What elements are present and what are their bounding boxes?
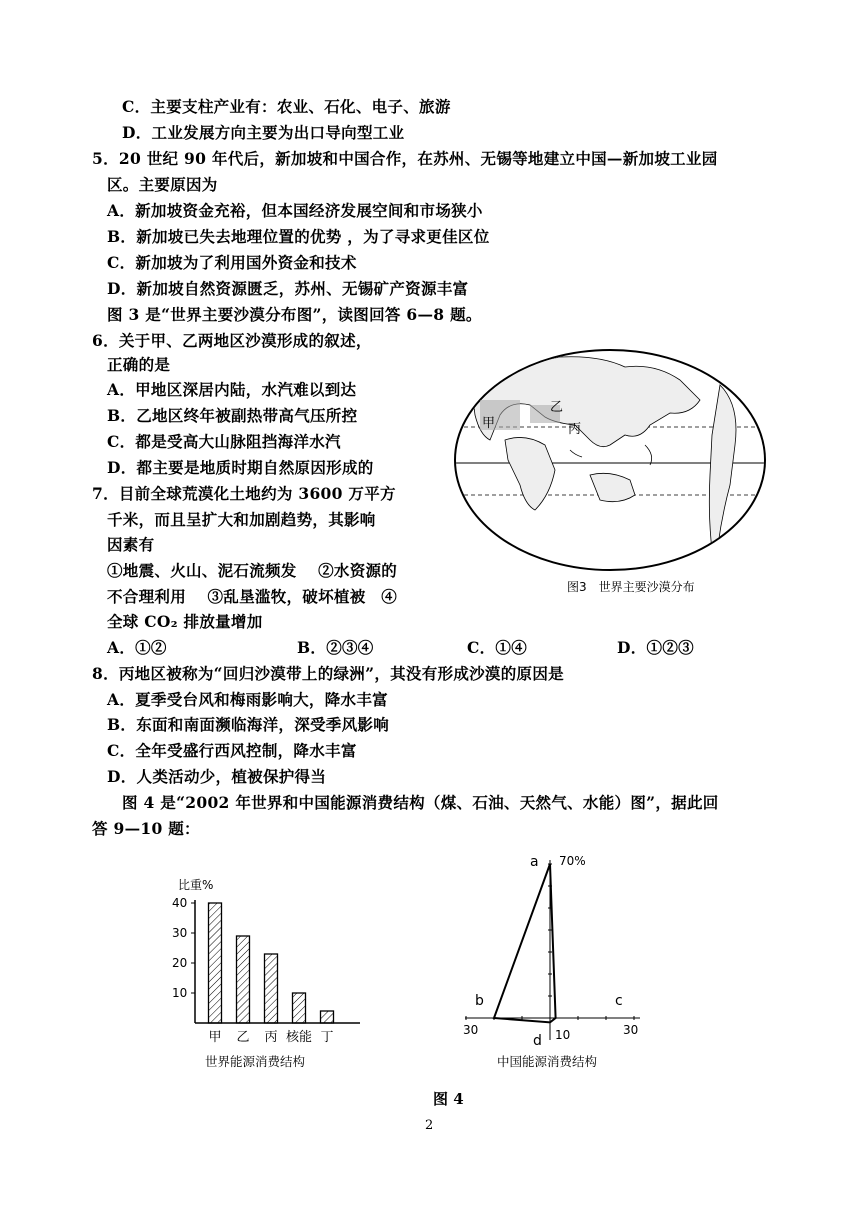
star-chart-title: 中国能源消费结构 xyxy=(497,1054,598,1069)
text-line-q4c: C．主要支柱产业有：农业、石化、电子、旅游 xyxy=(122,97,451,116)
world-energy-bar-chart xyxy=(160,875,370,1050)
star-label-d-tick: 10 xyxy=(555,1028,571,1042)
bar-xlabel: 丁 xyxy=(320,1030,334,1045)
text-line-q7b: 千米，而且呈扩大和加剧趋势，其影响 xyxy=(107,510,376,529)
bar-2 xyxy=(265,954,278,1023)
star-label-c: c xyxy=(615,993,623,1009)
star-label-b-max: 30 xyxy=(463,1023,479,1037)
text-line-intro4: 图 4 是“2002 年世界和中国能源消费结构（煤、石油、天然气、水能）图”，据此回 xyxy=(122,793,719,812)
text-line-q6: 6．关于甲、乙两地区沙漠形成的叙述， xyxy=(92,331,372,350)
bar-4 xyxy=(321,1011,334,1023)
text-line-intro4b: 答 9—10 题： xyxy=(92,819,200,838)
text-line-q8: 8．丙地区被称为“回归沙漠带上的绿洲”，其没有形成沙漠的原因是 xyxy=(92,664,564,683)
china-energy-star-chart xyxy=(455,850,655,1050)
q7-option-a: A．①② xyxy=(107,638,167,657)
text-line-q8a: A．夏季受台风和梅雨影响大，降水丰富 xyxy=(107,690,388,709)
text-line-q8b: B．东面和南面濒临海洋，深受季风影响 xyxy=(107,715,390,734)
star-label-a-max: 70% xyxy=(559,854,586,868)
text-line-q6d: D．都主要是地质时期自然原因形成的 xyxy=(107,458,374,477)
map-label-yi: 乙 xyxy=(550,400,564,415)
text-line-q5b: 区。主要原因为 xyxy=(107,175,218,194)
map-caption: 图3 世界主要沙漠分布 xyxy=(567,580,695,594)
figure-label: 图 4 xyxy=(433,1090,464,1108)
bar-0 xyxy=(209,903,222,1023)
star-label-c-max: 30 xyxy=(623,1023,639,1037)
text-line-q6a: A．甲地区深居内陆，水汽难以到达 xyxy=(107,380,357,399)
text-line-q7c: 因素有 xyxy=(107,535,155,554)
text-line-q8d: D．人类活动少，植被保护得当 xyxy=(107,767,327,786)
text-line-q8c: C．全年受盛行西风控制，降水丰富 xyxy=(107,741,357,760)
text-line-intro3: 图 3 是“世界主要沙漠分布图”，读图回答 6—8 题。 xyxy=(107,305,482,324)
text-line-q6c: C．都是受高大山脉阻挡海洋水汽 xyxy=(107,432,341,451)
q7-option-d: D．①②③ xyxy=(617,638,694,657)
bar-chart-title: 世界能源消费结构 xyxy=(205,1054,306,1069)
text-line-q6bb: B．乙地区终年被副热带高气压所控 xyxy=(107,406,358,425)
page-number: 2 xyxy=(425,1118,434,1133)
bar-xlabel: 核能 xyxy=(285,1030,313,1045)
text-line-q5c: C．新加坡为了利用国外资金和技术 xyxy=(107,253,357,272)
text-line-q7: 7．目前全球荒漠化土地约为 3600 万平方 xyxy=(92,484,396,503)
map-label-bing: 丙 xyxy=(568,422,582,437)
bar-xlabel: 甲 xyxy=(208,1030,222,1045)
text-line-q5a: A．新加坡资金充裕，但本国经济发展空间和市场狭小 xyxy=(107,201,483,220)
text-line-q5bb: B．新加坡已失去地理位置的优势 ，为了寻求更佳区位 xyxy=(107,227,490,246)
text-line-q6b: 正确的是 xyxy=(107,355,171,374)
text-line-q7e: 不合理利用 ③乱垦滥牧，破坏植被 ④ xyxy=(107,587,398,606)
text-line-q7d: ①地震、火山、泥石流频发 ②水资源的 xyxy=(107,561,398,580)
bar-xlabel: 丙 xyxy=(264,1030,278,1045)
star-polygon xyxy=(494,864,556,1022)
star-label-b: b xyxy=(475,993,484,1009)
bar-ytick-label: 20 xyxy=(172,956,188,970)
bar-ytick-label: 30 xyxy=(172,926,188,940)
bar-ytick-label: 10 xyxy=(172,986,188,1000)
q7-option-b: B．②③④ xyxy=(297,638,374,657)
bar-ytick-label: 40 xyxy=(172,896,188,910)
bar-xlabel: 乙 xyxy=(236,1030,250,1045)
text-line-q5d: D．新加坡自然资源匮乏，苏州、无锡矿产资源丰富 xyxy=(107,279,469,298)
world-desert-map xyxy=(450,345,770,600)
bar-1 xyxy=(237,936,250,1023)
bar-3 xyxy=(293,993,306,1023)
text-line-q4d: D．工业发展方向主要为出口导向型工业 xyxy=(122,123,405,142)
star-label-d: d xyxy=(533,1033,542,1049)
star-label-a: a xyxy=(530,854,539,870)
map-label-jia: 甲 xyxy=(482,416,496,431)
bar-chart-ylabel: 比重% xyxy=(178,878,214,892)
q7-option-c: C．①④ xyxy=(467,638,528,657)
text-line-q7f: 全球 CO₂ 排放量增加 xyxy=(107,612,263,631)
text-line-q5: 5．20 世纪 90 年代后，新加坡和中国合作，在苏州、无锡等地建立中国—新加坡工业园 xyxy=(92,149,718,168)
